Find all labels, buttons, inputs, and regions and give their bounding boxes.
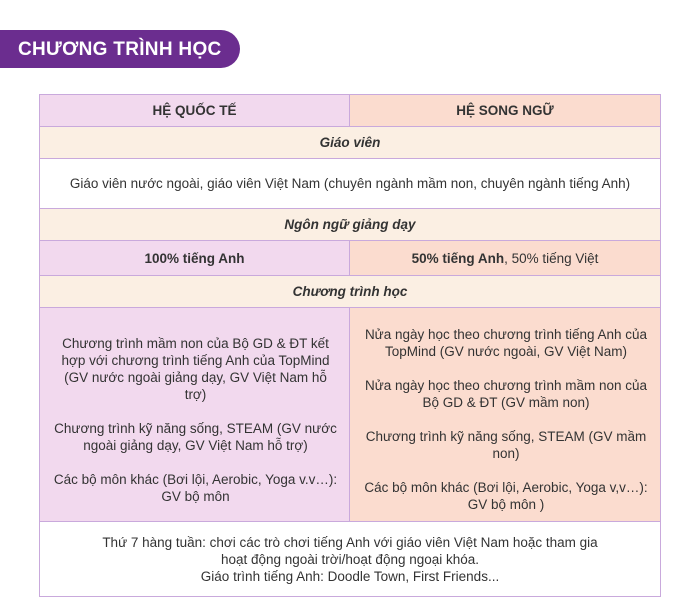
footer-row xyxy=(40,522,661,597)
program-row xyxy=(40,308,661,522)
section-row-teachers xyxy=(40,127,661,159)
program-bilingual-item: Nửa ngày học theo chương trình tiếng Anh của TopMind (GV nước ngoài, GV Việt Nam) xyxy=(364,327,648,359)
language-international: 100% tiếng Anh xyxy=(40,241,350,276)
program-bilingual xyxy=(350,308,661,522)
language-bilingual-vietnamese: , 50% tiếng Việt xyxy=(504,250,599,266)
section-title-language: Ngôn ngữ giảng dạy xyxy=(40,209,661,241)
language-row xyxy=(40,241,661,276)
footer-line: Giáo trình tiếng Anh: Doodle Town, First Friends... xyxy=(200,568,500,584)
teachers-text: Giáo viên nước ngoài, giáo viên Việt Nam (chuyên ngành mầm non, chuyên ngành tiếng Anh) xyxy=(40,159,661,209)
section-row-program xyxy=(40,276,661,308)
teachers-row xyxy=(40,159,661,209)
section-row-language xyxy=(40,209,661,241)
program-international xyxy=(40,308,350,522)
footer-note xyxy=(40,522,661,597)
program-international-item: Các bộ môn khác (Bơi lội, Aerobic, Yoga v.v…): GV bộ môn xyxy=(53,471,338,504)
program-bilingual-item: Chương trình kỹ năng sống, STEAM (GV mầm non) xyxy=(365,429,647,461)
language-bilingual xyxy=(350,241,661,276)
section-title-program: Chương trình học xyxy=(40,276,661,308)
footer-line: hoạt động ngoài trời/hoạt động ngoại khóa. xyxy=(220,551,480,567)
column-header-international: HỆ QUỐC TẾ xyxy=(40,95,350,127)
program-bilingual-item: Các bộ môn khác (Bơi lội, Aerobic, Yoga v,v…): GV bộ môn ) xyxy=(364,480,648,512)
footer-line: Thứ 7 hàng tuần: chơi các trò chơi tiếng Anh với giáo viên Việt Nam hoặc tham gia xyxy=(102,534,598,550)
program-international-item: Chương trình kỹ năng sống, STEAM (GV nước ngoài giảng dạy, GV Việt Nam hỗ trợ) xyxy=(54,420,337,453)
language-bilingual-english: 50% tiếng Anh xyxy=(411,250,505,266)
page-title: CHƯƠNG TRÌNH HỌC xyxy=(18,39,222,60)
column-header-row xyxy=(40,95,661,127)
column-header-bilingual: HỆ SONG NGỮ xyxy=(350,95,661,127)
section-title-teachers: Giáo viên xyxy=(40,127,661,159)
curriculum-table xyxy=(39,94,661,597)
program-bilingual-item: Nửa ngày học theo chương trình mầm non của Bộ GD & ĐT (GV mầm non) xyxy=(364,378,648,410)
program-international-item: Chương trình mầm non của Bộ GD & ĐT kết hợp với chương trình tiếng Anh của TopMind (GV nước ngoài giảng dạy, GV Việt Nam hỗ trợ) xyxy=(61,335,330,402)
